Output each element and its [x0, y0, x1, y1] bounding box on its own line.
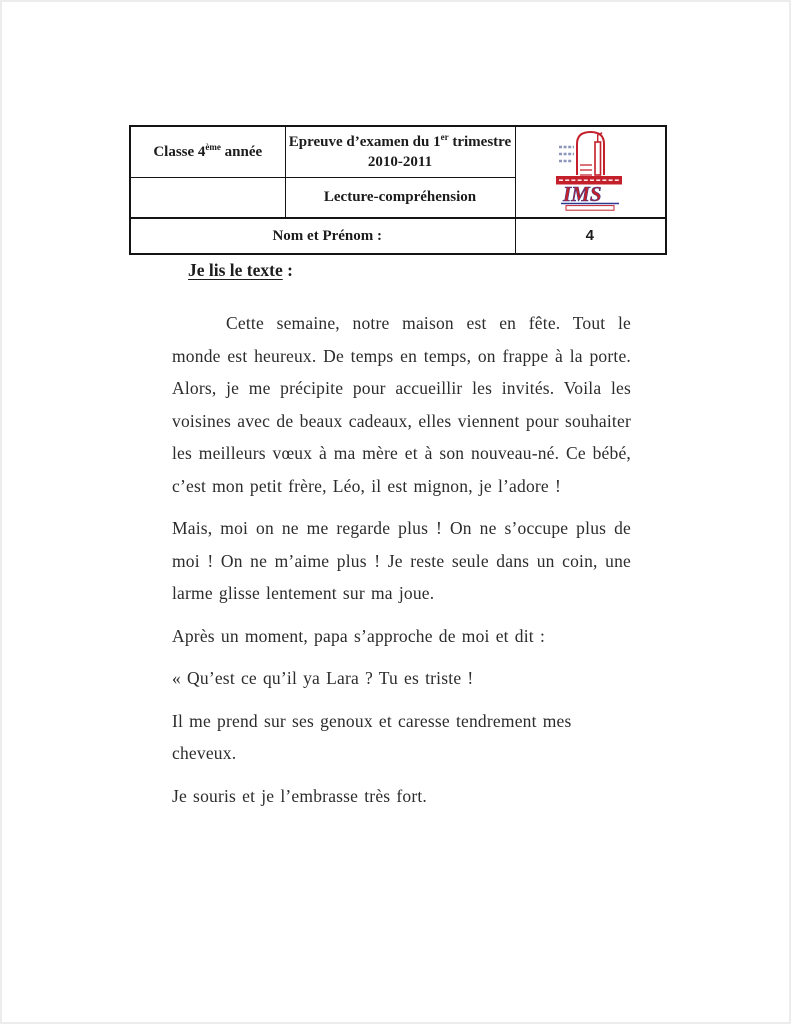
exam-header-table — [129, 125, 667, 255]
svg-text:IMS: IMS — [563, 182, 602, 206]
exam-title-cell — [285, 126, 515, 177]
reading-section — [172, 260, 631, 822]
subject-label: Lecture-compréhension — [323, 189, 477, 206]
paragraph: Je souris et je l’embrasse très fort. — [172, 785, 428, 806]
paragraph: Cette semaine, notre maison est en fête. Tout le monde est heureux. De temps en temps, on frappe à la porte. Alors, je me précipite pour accueillir les invités. Voila les voisines avec de beaux cadeaux, elles viennent pour souhaiter les meilleurs vœux à ma mère et à son nouveau-né. Ce bébé, c’est mon petit frère, Léo, il est mignon, je l’adore ! — [172, 313, 631, 496]
empty-cell — [130, 177, 285, 218]
exam-title: Epreuve d’examen du 1er trimestre — [288, 131, 512, 150]
paragraph: Il me prend sur ses genoux et caresse tendrement mes cheveux. — [172, 710, 572, 763]
paragraph: Après un moment, papa s’approche de moi et dit : — [172, 625, 546, 646]
paragraph: Mais, moi on ne me regarde plus ! On ne s’occupe plus de moi ! On ne m’aime plus ! Je reste seule dans un coin, une larme glisse lentement sur ma joue. — [172, 518, 631, 603]
exam-year: 2010-2011 — [367, 153, 433, 170]
paragraph: « Qu’est ce qu’il ya Lara ? Tu es triste ! — [172, 668, 474, 688]
name-label: Nom et Prénom : — [272, 228, 383, 244]
class-label: Classe 4ème année — [153, 141, 263, 160]
school-logo-icon — [554, 182, 626, 215]
subject-cell — [285, 177, 515, 218]
name-cell — [130, 218, 515, 254]
logo-cell — [515, 126, 666, 218]
class-cell — [130, 126, 285, 177]
page-number: 4 — [585, 227, 595, 244]
section-title: Je lis le texte : — [188, 260, 293, 280]
page-number-cell — [515, 218, 666, 254]
